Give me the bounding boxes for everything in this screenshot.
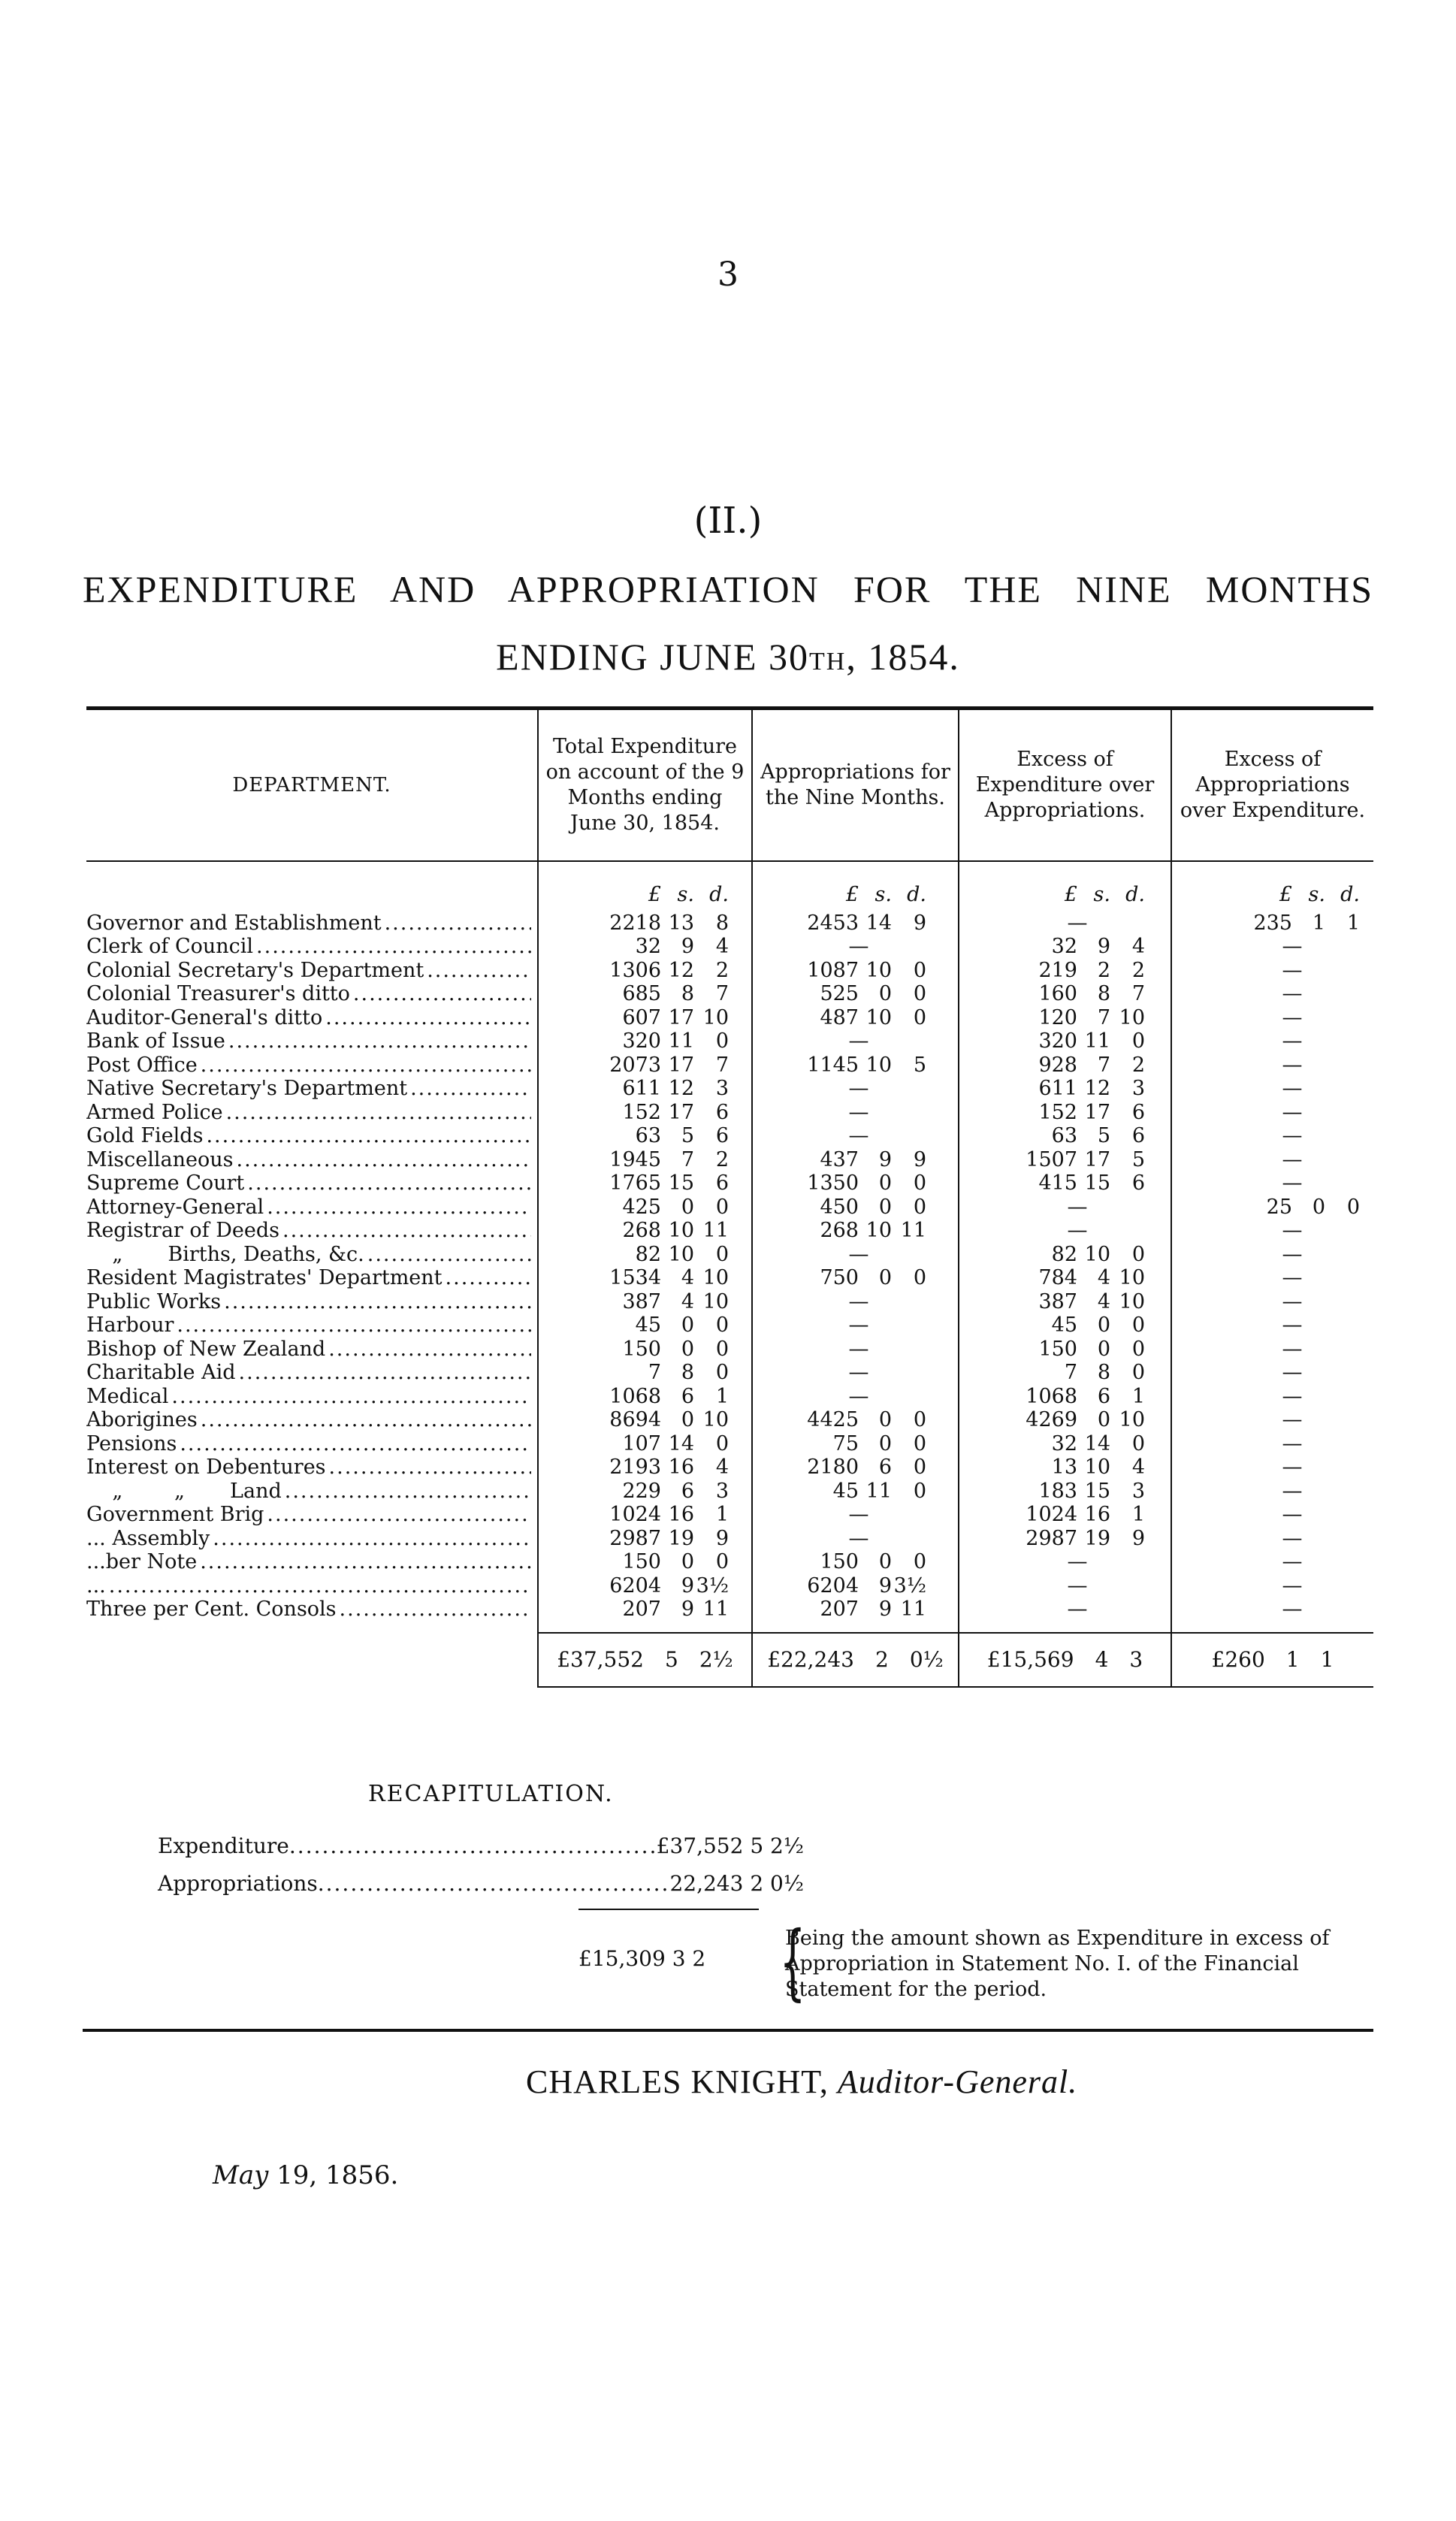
table-cell-app: 750 0 0	[820, 1266, 926, 1289]
page-title-line-1: EXPENDITURE AND APPROPRIATION FOR THE NINE MONTHS	[83, 568, 1373, 610]
table-row-department: ...ber Note .....	[86, 1550, 537, 1574]
table-cell-ex2: —	[1282, 1219, 1303, 1242]
table-cell-total: 63 5 6	[635, 1124, 729, 1147]
table-cell-app: 1350 0 0	[807, 1171, 926, 1195]
unit-row: £ s. d.	[1279, 883, 1360, 906]
table-cell-ex: 183 15 3	[1038, 1479, 1145, 1503]
table-cell-ex2: 235 1 1	[1253, 911, 1360, 935]
table-cell-ex: —	[1067, 1219, 1088, 1242]
table-cell-ex: 1068 6 1	[1026, 1384, 1145, 1408]
date-line: May 19, 1856.	[213, 2160, 399, 2190]
table-cell-ex2: —	[1282, 1479, 1303, 1503]
title-year: , 1854.	[846, 636, 960, 678]
table-row-department: Gold Fields .....	[86, 1124, 537, 1148]
table-cell-total: 45 0 0	[635, 1313, 729, 1337]
title-prefix: ENDING JUNE 30	[496, 636, 809, 678]
table-row-department: Three per Cent. Consols .....	[86, 1598, 537, 1622]
table-cell-total: 611 12 3	[622, 1077, 729, 1100]
table-cell-app: 150 0 0	[820, 1550, 926, 1573]
table-cell-app: —	[848, 1313, 869, 1337]
table-cell-ex2: —	[1282, 1077, 1303, 1100]
table-cell-total: 2073 17 7	[609, 1053, 729, 1077]
table-cell-total: 1068 6 1	[609, 1384, 729, 1408]
table-cell-app: 525 0 0	[820, 982, 926, 1005]
table-row-department: Bishop of New Zealand .....	[86, 1338, 537, 1362]
table-cell-ex: 63 5 6	[1051, 1124, 1145, 1147]
total-column	[537, 862, 751, 1622]
table-cell-ex2: —	[1282, 1408, 1303, 1431]
table-row-department: Harbour .....	[86, 1313, 537, 1338]
table-cell-app: 207 9 11	[820, 1598, 926, 1621]
table-cell-ex: 415 15 6	[1038, 1171, 1145, 1195]
table-row-department: Attorney-General .....	[86, 1196, 537, 1220]
total-excess-expenditure-sum: £15,569 4 3	[958, 1634, 1171, 1686]
unit-row: £ s. d.	[845, 883, 926, 906]
table-cell-ex2: —	[1282, 958, 1303, 982]
table-cell-app: —	[848, 1384, 869, 1408]
table-cell-app: —	[848, 935, 869, 958]
table-row-department: Resident Magistrates' Department .....	[86, 1266, 537, 1290]
header-total-expenditure: Total Expenditure on account of the 9 Months ending June 30, 1854.	[537, 710, 751, 860]
table-cell-ex: 611 12 3	[1038, 1077, 1145, 1100]
table-cell-app: 268 10 11	[820, 1219, 926, 1242]
table-cell-total: 82 10 0	[635, 1242, 729, 1266]
table-row-department: Charitable Aid .....	[86, 1361, 537, 1385]
table-cell-total: 107 14 0	[622, 1431, 729, 1455]
table-cell-ex: 387 4 10	[1038, 1289, 1145, 1313]
page-number: 3	[717, 255, 739, 294]
table-row-department: Clerk of Council .....	[86, 935, 537, 959]
table-cell-ex2: —	[1282, 1337, 1303, 1361]
total-appropriations-sum: £22,243 2 0½	[751, 1634, 958, 1686]
table-cell-total: 268 10 11	[622, 1219, 729, 1242]
table-cell-ex: 150 0 0	[1038, 1337, 1145, 1361]
table-cell-ex: 160 8 7	[1038, 982, 1145, 1005]
table-cell-total: 425 0 0	[622, 1195, 729, 1219]
table-cell-total: 229 6 3	[622, 1479, 729, 1503]
table-row-department: Governor and Establishment .....	[86, 911, 537, 936]
table-cell-app: 75 0 0	[832, 1431, 926, 1455]
table-cell-app: —	[848, 1100, 869, 1124]
table-cell-total: 32 9 4	[635, 935, 729, 958]
table-cell-app: —	[848, 1029, 869, 1053]
table-cell-ex: —	[1067, 1598, 1088, 1621]
table-cell-ex: 120 7 10	[1038, 1005, 1145, 1029]
table-cell-ex: 45 0 0	[1051, 1313, 1145, 1337]
table-cell-app: 45 11 0	[832, 1479, 926, 1503]
table-cell-ex: 13 10 4	[1051, 1455, 1145, 1479]
table-cell-total: 2193 16 4	[609, 1455, 729, 1479]
table-row-department: Native Secretary's Department .....	[86, 1077, 537, 1101]
table-cell-total: 320 11 0	[622, 1029, 729, 1053]
table-cell-total: 8694 0 10	[609, 1408, 729, 1431]
table-cell-total: 1534 4 10	[609, 1266, 729, 1289]
table-row-department: Medical .....	[86, 1385, 537, 1409]
table-row-department: Colonial Secretary's Department .....	[86, 959, 537, 983]
table-cell-ex2: —	[1282, 1503, 1303, 1526]
recap-expenditure: Expenditure ..... £37,552 5 2½	[158, 1833, 804, 1858]
table-cell-app: 487 10 0	[820, 1005, 926, 1029]
header-department: DEPARTMENT.	[232, 774, 391, 797]
table-cell-ex2: —	[1282, 1361, 1303, 1384]
table-cell-total: 7 8 0	[648, 1361, 729, 1384]
table-header	[86, 710, 1373, 860]
table-cell-ex2: —	[1282, 982, 1303, 1005]
table-cell-ex: —	[1067, 911, 1088, 935]
table-cell-ex2: —	[1282, 1171, 1303, 1195]
unit-row: £ s. d.	[648, 883, 729, 906]
table-row-department: Aborigines .....	[86, 1408, 537, 1432]
table-row-department: Armed Police .....	[86, 1101, 537, 1125]
table-cell-ex: 784 4 10	[1038, 1266, 1145, 1289]
table-cell-ex2: —	[1282, 1100, 1303, 1124]
table-row-department: Registrar of Deeds .....	[86, 1219, 537, 1243]
table-body-bottom	[86, 1622, 1373, 1632]
recap-rule	[578, 1909, 759, 1910]
table-body	[86, 862, 1373, 1622]
table-row-department: Colonial Treasurer's ditto .....	[86, 982, 537, 1006]
table-cell-ex2: —	[1282, 1598, 1303, 1621]
table-cell-app: 1145 10 5	[807, 1053, 926, 1077]
brace-icon: {	[779, 1913, 806, 2009]
department-column	[86, 862, 537, 1622]
recap-appropriations: Appropriations ..... 22,243 2 0½	[158, 1871, 804, 1896]
table-cell-ex2: —	[1282, 1289, 1303, 1313]
table-cell-ex2: —	[1282, 1455, 1303, 1479]
table-cell-ex2: 25 0 0	[1266, 1195, 1360, 1219]
table-cell-ex2: —	[1282, 1029, 1303, 1053]
table-row-department: Pensions .....	[86, 1432, 537, 1456]
table-cell-total: 2218 13 8	[609, 911, 729, 935]
table-cell-app: —	[848, 1124, 869, 1147]
unit-row: £ s. d.	[1064, 883, 1145, 906]
table-cell-ex2: —	[1282, 1266, 1303, 1289]
recap-difference: £15,309 3 2	[578, 1946, 706, 1971]
table-cell-ex: 1507 17 5	[1026, 1147, 1145, 1171]
table-cell-app: 437 9 9	[820, 1147, 926, 1171]
table-cell-total: 1945 7 2	[609, 1147, 729, 1171]
table-row-department: Bank of Issue .....	[86, 1029, 537, 1053]
bottom-rule	[83, 2029, 1373, 2032]
recap-note: Being the amount shown as Expenditure in excess of Appropriation in Statement No. I. of the Financial Statement for the period.	[785, 1927, 1330, 2001]
header-appropriations: Appropriations for the Nine Months.	[751, 710, 958, 860]
table-cell-app: —	[848, 1526, 869, 1550]
table-cell-total: 1765 15 6	[609, 1171, 729, 1195]
table-row-department: Post Office .....	[86, 1053, 537, 1078]
table-cell-total: 1024 16 1	[609, 1503, 729, 1526]
total-expenditure-sum: £37,552 5 2½	[537, 1634, 751, 1686]
table-cell-ex2: —	[1282, 1526, 1303, 1550]
table-cell-ex: 928 7 2	[1038, 1053, 1145, 1077]
table-cell-app: —	[848, 1289, 869, 1313]
table-cell-app: 6204 9 3½	[807, 1573, 926, 1598]
table-cell-ex2: —	[1282, 1431, 1303, 1455]
table-cell-app: —	[848, 1503, 869, 1526]
table-cell-ex: 82 10 0	[1051, 1242, 1145, 1266]
header-excess-appropriations: Excess of Appropriations over Expenditure.	[1171, 710, 1373, 860]
table-cell-ex2: —	[1282, 1005, 1303, 1029]
section-number: (II.)	[693, 500, 763, 542]
table-cell-ex2: —	[1282, 1242, 1303, 1266]
table-cell-total: 387 4 10	[622, 1289, 729, 1313]
totals-bottom-rule	[537, 1686, 1373, 1688]
table-cell-ex: 320 11 0	[1038, 1029, 1145, 1053]
table-cell-ex: —	[1067, 1195, 1088, 1219]
expenditure-table	[86, 706, 1373, 1688]
table-cell-total: 150 0 0	[622, 1337, 729, 1361]
total-excess-appropriations-sum: £260 1 1	[1171, 1634, 1373, 1686]
table-cell-total: 6204 9 3½	[609, 1573, 729, 1598]
table-cell-total: 2987 19 9	[609, 1526, 729, 1550]
header-excess-expenditure: Excess of Expenditure over Appropriations.	[958, 710, 1171, 860]
table-cell-total: 150 0 0	[622, 1550, 729, 1573]
table-cell-ex: 219 2 2	[1038, 958, 1145, 982]
table-cell-ex: 32 9 4	[1051, 935, 1145, 958]
table-cell-app: 1087 10 0	[807, 958, 926, 982]
table-cell-total: 207 9 11	[622, 1598, 729, 1621]
table-cell-app: 4425 0 0	[807, 1408, 926, 1431]
table-cell-ex2: —	[1282, 1384, 1303, 1408]
table-cell-ex: —	[1067, 1573, 1088, 1598]
table-cell-ex: 152 17 6	[1038, 1100, 1145, 1124]
table-row-department: ... .....	[86, 1574, 537, 1598]
table-row-department: Supreme Court .....	[86, 1171, 537, 1196]
table-cell-ex2: —	[1282, 1124, 1303, 1147]
table-cell-total: 152 17 6	[622, 1100, 729, 1124]
table-row-department: „ Births, Deaths, &c. .....	[86, 1243, 537, 1267]
table-cell-ex: 2987 19 9	[1026, 1526, 1145, 1550]
table-cell-ex2: —	[1282, 1053, 1303, 1077]
table-cell-app: —	[848, 1242, 869, 1266]
table-cell-app: 2453 14 9	[807, 911, 926, 935]
table-row-department: Miscellaneous .....	[86, 1148, 537, 1172]
table-row-department: Public Works .....	[86, 1290, 537, 1314]
totals-row	[86, 1634, 1373, 1686]
table-cell-total: 1306 12 2	[609, 958, 729, 982]
table-cell-ex: 4269 0 10	[1026, 1408, 1145, 1431]
table-cell-ex: —	[1067, 1550, 1088, 1573]
table-cell-ex2: —	[1282, 1550, 1303, 1573]
table-row-department: ... Assembly .....	[86, 1527, 537, 1551]
table-cell-app: —	[848, 1361, 869, 1384]
table-cell-ex: 1024 16 1	[1026, 1503, 1145, 1526]
table-row-department: „ „ Land .....	[86, 1480, 537, 1504]
table-cell-ex: 7 8 0	[1064, 1361, 1145, 1384]
table-cell-ex2: —	[1282, 935, 1303, 958]
appropriations-column	[751, 862, 958, 1622]
table-cell-app: 2180 6 0	[807, 1455, 926, 1479]
table-cell-app: —	[848, 1337, 869, 1361]
table-cell-ex2: —	[1282, 1573, 1303, 1598]
excess-expenditure-column	[958, 862, 1171, 1622]
table-cell-app: —	[848, 1077, 869, 1100]
table-cell-ex2: —	[1282, 1147, 1303, 1171]
recapitulation-title: RECAPITULATION.	[368, 1781, 614, 1807]
table-cell-app: 450 0 0	[820, 1195, 926, 1219]
table-cell-ex2: —	[1282, 1313, 1303, 1337]
table-row-department: Government Brig .....	[86, 1503, 537, 1527]
signature: CHARLES KNIGHT, Auditor-General.	[526, 2063, 1078, 2100]
title-suffix: TH	[809, 648, 847, 676]
table-cell-total: 607 17 10	[622, 1005, 729, 1029]
excess-appropriations-column	[1171, 862, 1373, 1622]
table-cell-ex: 32 14 0	[1051, 1431, 1145, 1455]
page-title-line-2	[0, 635, 1456, 679]
table-cell-total: 685 8 7	[622, 982, 729, 1005]
table-row-department: Interest on Debentures .....	[86, 1455, 537, 1480]
table-row-department: Auditor-General's ditto .....	[86, 1006, 537, 1030]
